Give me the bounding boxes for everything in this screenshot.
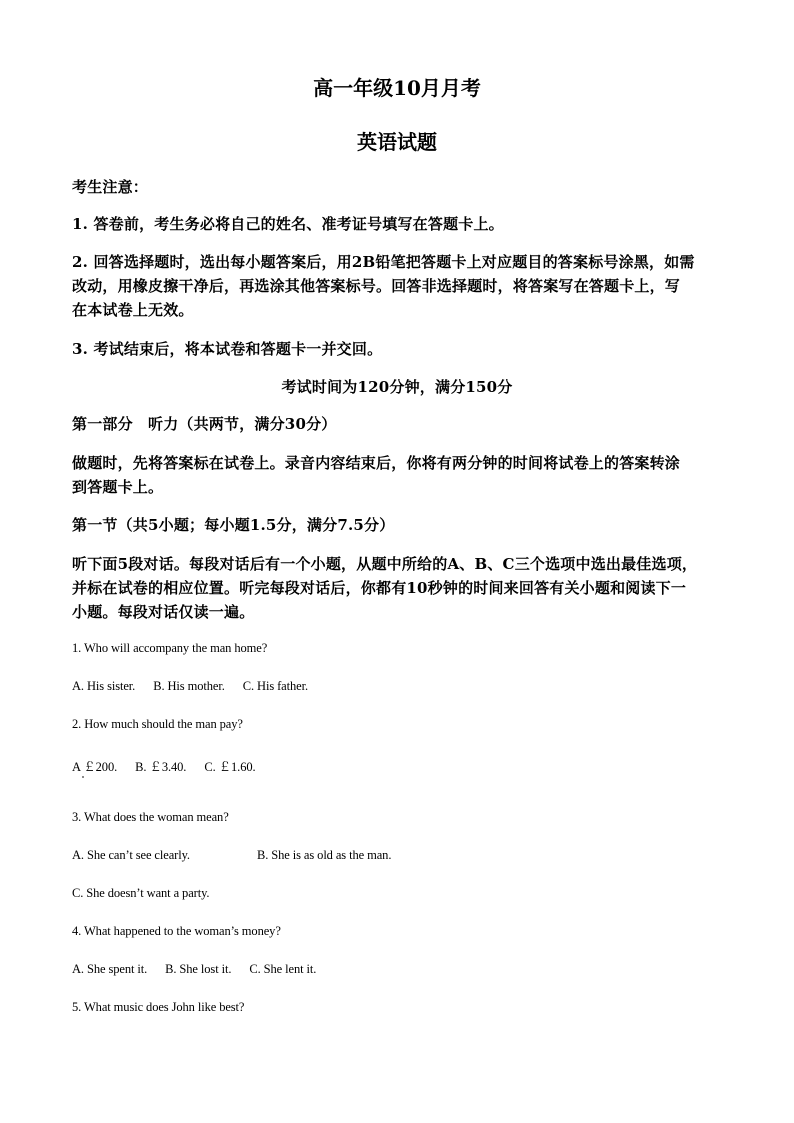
question-1-options (72, 679, 726, 694)
part1-instruction-line-1: 做题时，先将答案标在试卷上。录音内容结束后，你将有两分钟的时间将试卷上的答案转涂 (72, 454, 681, 472)
question-4-options (72, 962, 726, 977)
section1-line-1: 听下面5段对话。每段对话后有一个小题，从题中所给的A、B、C三个选项中选出最佳选项， (72, 555, 698, 573)
question-1-option-b: B. His mother. (153, 679, 225, 693)
question-4-option-a: A. She spent it. (72, 962, 148, 976)
question-2-option-a: A ￡200. (72, 760, 118, 774)
question-1-option-c: C. His father. (242, 679, 308, 693)
stray-mark (82, 776, 84, 778)
exam-info: 考试时间为120分钟，满分150分 (281, 378, 513, 396)
exam-subtitle: 英语试题 (357, 130, 437, 154)
question-2-option-c: C. ￡1.60. (204, 760, 256, 774)
question-2-stem: 2. How much should the man pay? (72, 717, 243, 731)
notice-item-2-line-3: 在本试卷上无效。 (72, 301, 194, 319)
part1-instruction-line-2: 到答题卡上。 (72, 478, 164, 496)
question-4-stem: 4. What happened to the woman’s money? (72, 924, 281, 938)
notice-item-3: 3. 考试结束后，将本试卷和答题卡一并交回。 (72, 340, 383, 358)
question-2-options (72, 757, 726, 775)
question-3-option-a: A. She can’t see clearly. (72, 848, 190, 862)
notice-heading: 考生注意： (72, 178, 149, 196)
question-3-option-b: B. She is as old as the man. (257, 848, 392, 862)
notice-item-2-line-2: 改动，用橡皮擦干净后，再选涂其他答案标号。回答非选择题时，将答案写在答题卡上，写 (72, 277, 681, 295)
section1-line-2: 并标在试卷的相应位置。听完每段对话后，你都有10秒钟的时间来回答有关小题和阅读下一 (72, 579, 687, 597)
section1-line-3: 小题。每段对话仅读一遍。 (72, 603, 255, 621)
notice-item-2-line-1: 2. 回答选择题时，选出每小题答案后，用2B铅笔把答题卡上对应题目的答案标号涂黑，如需 (72, 253, 695, 271)
question-5-stem: 5. What music does John like best? (72, 1000, 245, 1014)
question-4-option-c: C. She lent it. (249, 962, 317, 976)
question-3-option-c: C. She doesn’t want a party. (72, 886, 210, 900)
question-1-stem: 1. Who will accompany the man home? (72, 641, 268, 655)
section1-heading: 第一节（共5小题；每小题1.5分，满分7.5分） (72, 516, 395, 534)
question-3-options-row-1 (72, 848, 726, 863)
exam-title: 高一年级10月月考 (313, 76, 481, 100)
question-4-option-b: B. She lost it. (165, 962, 232, 976)
question-3-stem: 3. What does the woman mean? (72, 810, 229, 824)
notice-item-1: 1. 答卷前，考生务必将自己的姓名、准考证号填写在答题卡上。 (72, 215, 504, 233)
part1-heading: 第一部分 听力（共两节，满分30分） (72, 415, 337, 433)
question-2-option-b: B. ￡3.40. (135, 760, 187, 774)
question-1-option-a: A. His sister. (72, 679, 136, 693)
